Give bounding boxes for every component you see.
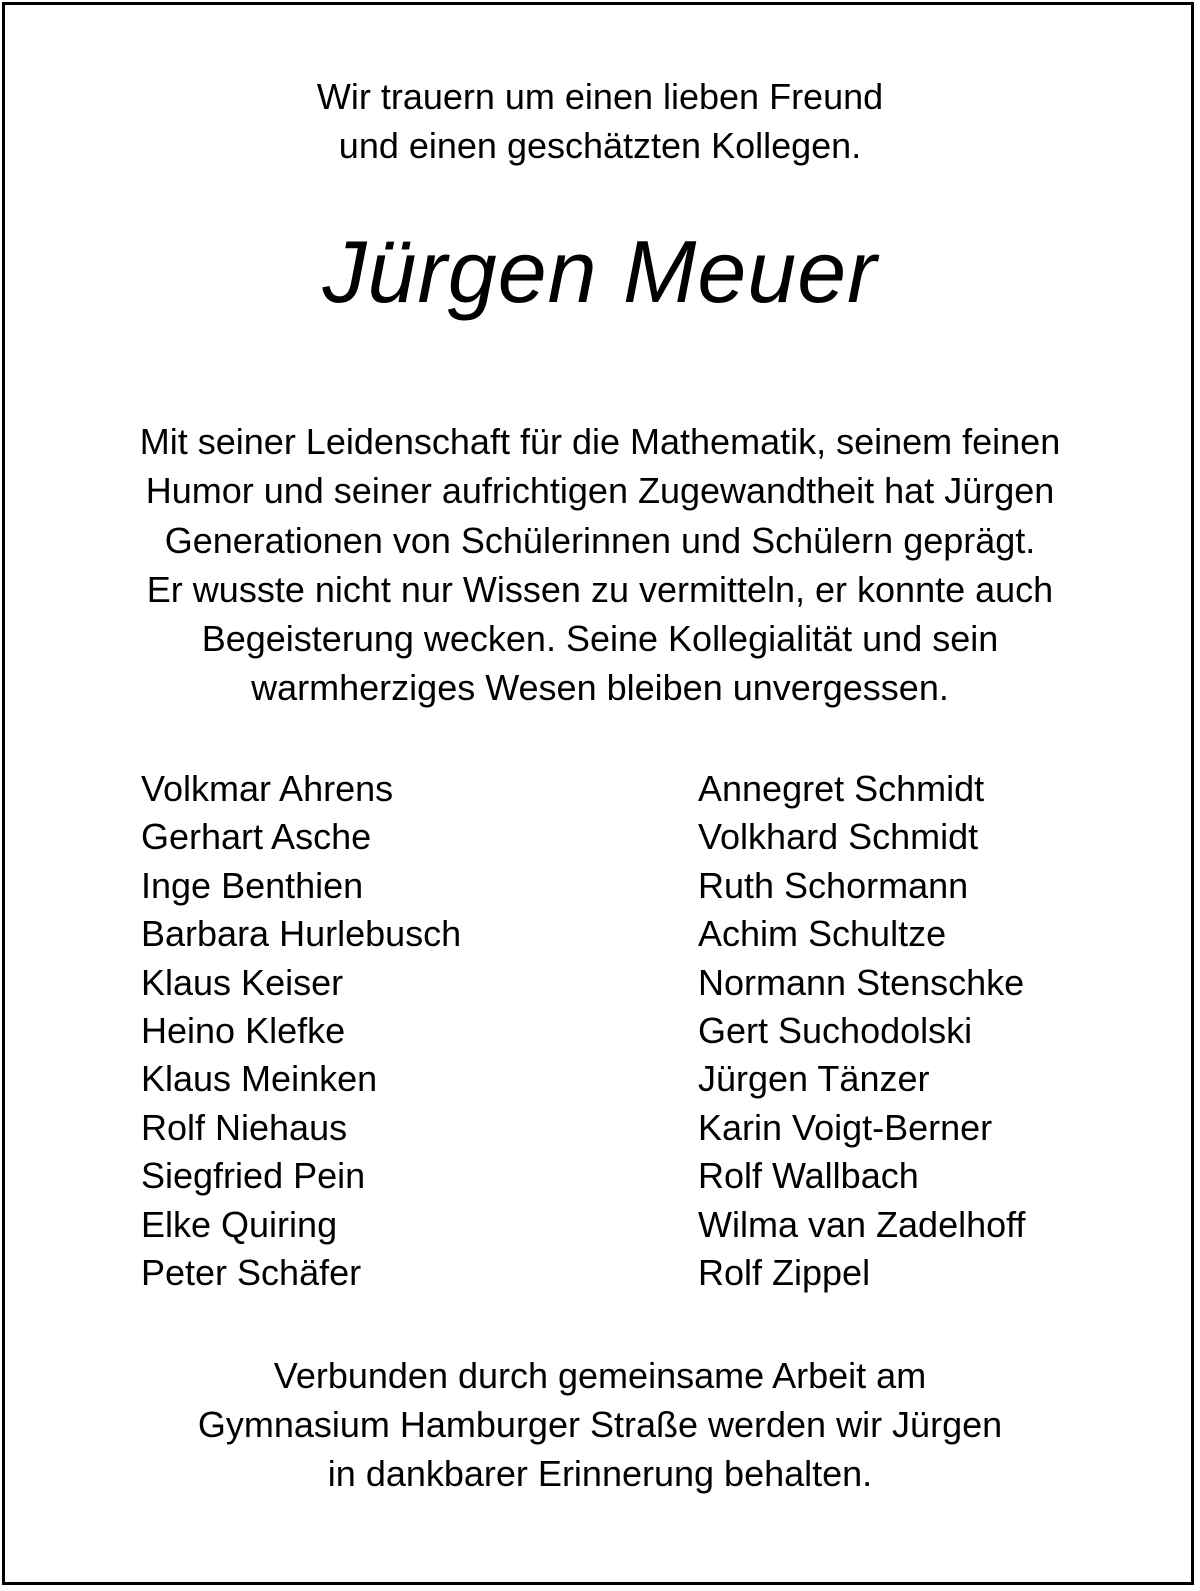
mourner-name: Jürgen Tänzer (698, 1058, 930, 1100)
intro-line: und einen geschätzten Kollegen. (338, 125, 862, 166)
mourner-name: Klaus Keiser (141, 961, 344, 1003)
mourner-name: Siegfried Pein (141, 1155, 366, 1197)
mourner-name: Gerhart Asche (141, 816, 372, 858)
mourner-name: Normann Stenschke (698, 961, 1025, 1003)
intro-text (0, 72, 1200, 170)
closing-line: in dankbarer Erinnerung behalten. (327, 1453, 873, 1494)
tribute-line: Mit seiner Leidenschaft für die Mathematik, seinem feinen (139, 421, 1061, 462)
mourner-name: Gert Suchodolski (698, 1010, 973, 1052)
tribute-text (0, 417, 1200, 713)
mourners-right-column (698, 765, 1025, 1297)
mourner-name: Elke Quiring (141, 1203, 338, 1245)
mourner-name: Rolf Zippel (698, 1252, 871, 1294)
deceased-name: Jürgen Meuer (322, 222, 878, 321)
mourner-name: Heino Klefke (141, 1010, 346, 1052)
mourners-left-column (141, 765, 461, 1297)
mourner-name: Rolf Wallbach (698, 1155, 919, 1197)
closing-line: Verbunden durch gemeinsame Arbeit am (273, 1355, 927, 1396)
mourner-name: Inge Benthien (141, 864, 364, 906)
intro-line: Wir trauern um einen lieben Freund (316, 76, 884, 117)
mourner-name: Peter Schäfer (141, 1252, 362, 1294)
tribute-line: Humor und seiner aufrichtigen Zugewandtheit hat Jürgen (145, 470, 1055, 512)
mourner-name: Volkmar Ahrens (141, 768, 394, 809)
mourner-name: Karin Voigt-Berner (698, 1106, 993, 1148)
mourner-name: Barbara Hurlebusch (141, 913, 462, 955)
tribute-line: Generationen von Schülerinnen und Schülern geprägt. (164, 519, 1036, 561)
mourner-name: Rolf Niehaus (141, 1106, 348, 1148)
closing-line: Gymnasium Hamburger Straße werden wir Jürgen (197, 1404, 1003, 1445)
mourner-name: Achim Schultze (698, 913, 947, 955)
mourner-name: Wilma van Zadelhoff (698, 1203, 1026, 1245)
mourner-name: Volkhard Schmidt (698, 816, 979, 858)
mourner-name: Klaus Meinken (141, 1058, 378, 1100)
mourner-name: Annegret Schmidt (698, 768, 985, 809)
tribute-line: Er wusste nicht nur Wissen zu vermitteln, er konnte auch (146, 568, 1054, 610)
tribute-line: warmherziges Wesen bleiben unvergessen. (251, 667, 949, 709)
closing-text (0, 1351, 1200, 1498)
tribute-line: Begeisterung wecken. Seine Kollegialität und sein (201, 618, 999, 660)
mourner-name: Ruth Schormann (698, 864, 969, 906)
